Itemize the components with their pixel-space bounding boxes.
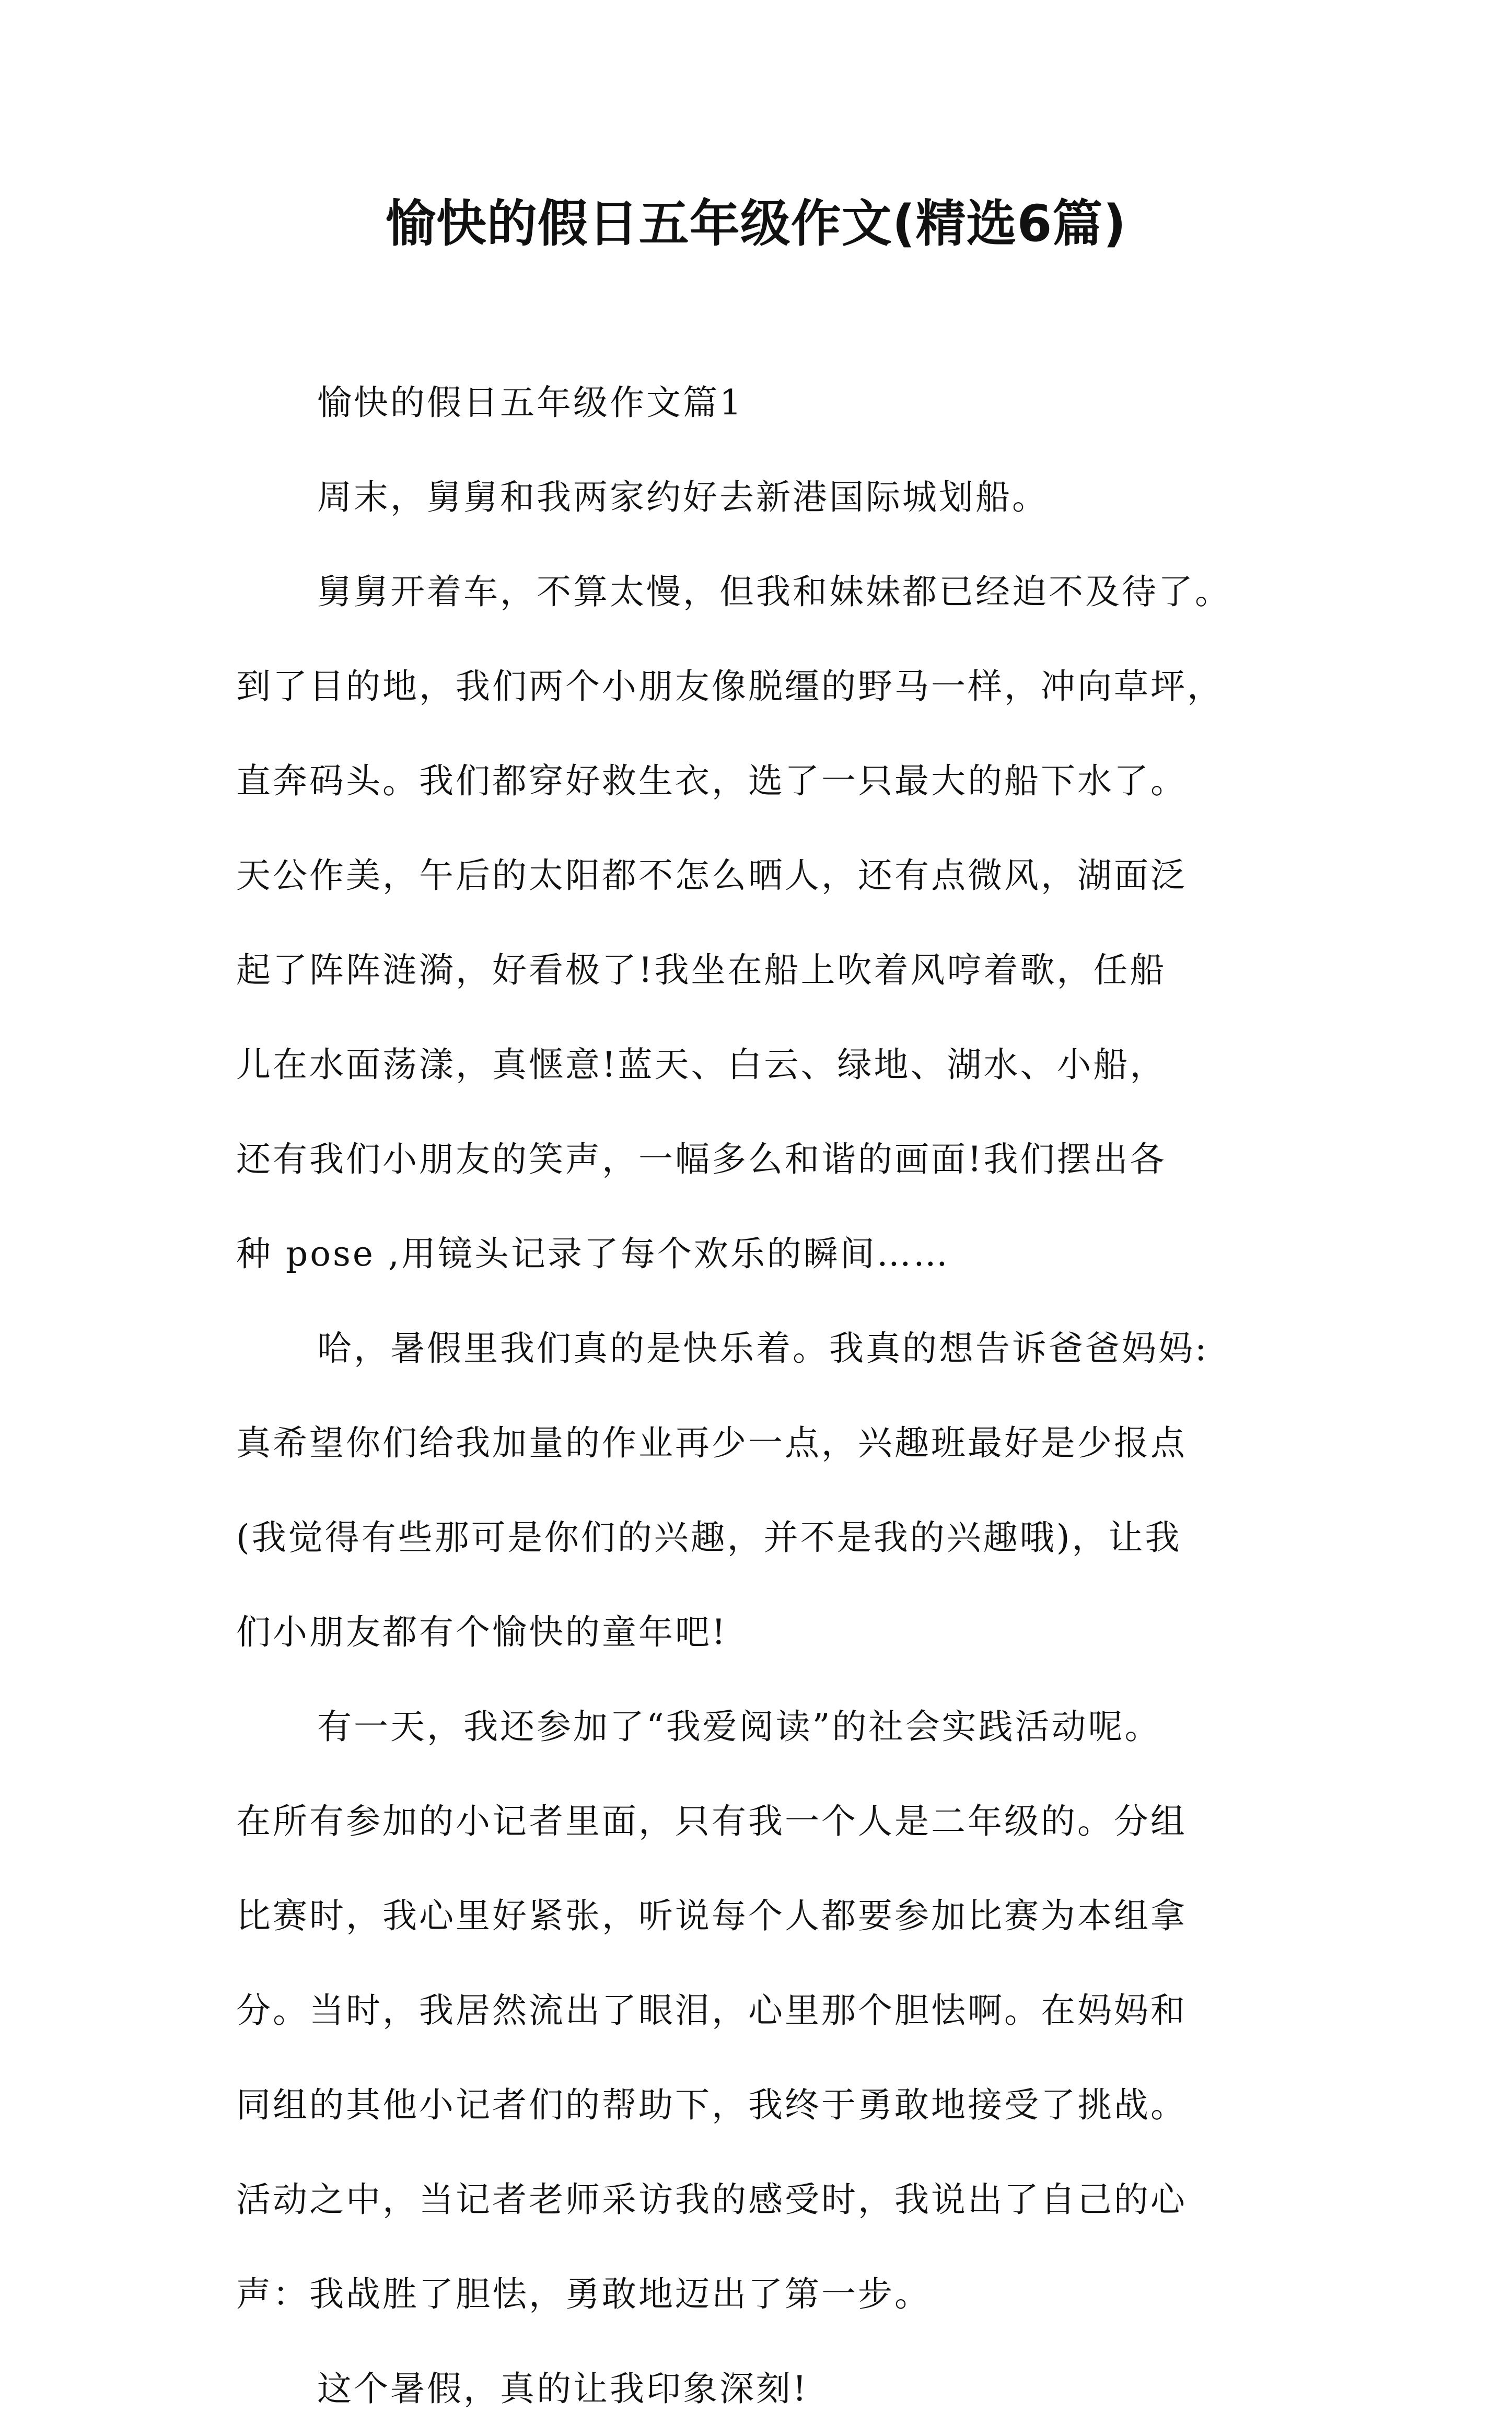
paragraph-line: 在所有参加的小记者里面，只有我一个人是二年级的。分组 — [236, 1801, 1187, 1841]
paragraph-line: 哈，暑假里我们真的是快乐着。我真的想告诉爸爸妈妈: — [317, 1328, 1209, 1368]
paragraph-line: 儿在水面荡漾，真惬意!蓝天、白云、绿地、湖水、小船， — [236, 1045, 1167, 1085]
paragraph-line: 还有我们小朋友的笑声，一幅多么和谐的画面!我们摆出各 — [236, 1139, 1167, 1179]
paragraph-line: 同组的其他小记者们的帮助下，我终于勇敢地接受了挑战。 — [236, 2085, 1187, 2125]
paragraph-line: 们小朋友都有个愉快的童年吧! — [236, 1612, 728, 1652]
paragraph-line: 声：我战胜了胆怯，勇敢地迈出了第一步。 — [236, 2274, 931, 2314]
paragraph-line: 舅舅开着车，不算太慢，但我和妹妹都已经迫不及待了。 — [317, 572, 1231, 612]
paragraph-line: 到了目的地，我们两个小朋友像脱缰的野马一样，冲向草坪， — [236, 666, 1224, 706]
paragraph-line: 天公作美，午后的太阳都不怎么晒人，还有点微风，湖面泛 — [236, 855, 1187, 896]
paragraph-line: 起了阵阵涟漪，好看极了!我坐在船上吹着风哼着歌，任船 — [236, 950, 1167, 990]
paragraph-line: 真希望你们给我加量的作业再少一点，兴趣班最好是少报点 — [236, 1423, 1187, 1463]
paragraph-line: 比赛时，我心里好紧张，听说每个人都要参加比赛为本组拿 — [236, 1896, 1187, 1936]
paragraph-line: 周末，舅舅和我两家约好去新港国际城划船。 — [317, 477, 1049, 517]
paragraph-line: 分。当时，我居然流出了眼泪，心里那个胆怯啊。在妈妈和 — [236, 1990, 1187, 2031]
paragraph-line: 这个暑假，真的让我印象深刻! — [317, 2369, 809, 2409]
section-heading: 愉快的假日五年级作文篇1 — [317, 382, 743, 423]
paragraph-line: 直奔码头。我们都穿好救生衣，选了一只最大的船下水了。 — [236, 761, 1187, 801]
paragraph-line: 种 pose ,用镜头记录了每个欢乐的瞬间…… — [236, 1234, 950, 1274]
paragraph-line: 有一天，我还参加了“我爱阅读”的社会实践活动呢。 — [317, 1707, 1161, 1747]
document-body — [236, 355, 1302, 2436]
paragraph-line: 活动之中，当记者老师采访我的感受时，我说出了自己的心 — [236, 2179, 1187, 2220]
document-title: 愉快的假日五年级作文(精选6篇) — [385, 194, 1127, 253]
paragraph-line: (我觉得有些那可是你们的兴趣，并不是我的兴趣哦)，让我 — [236, 1517, 1182, 1558]
